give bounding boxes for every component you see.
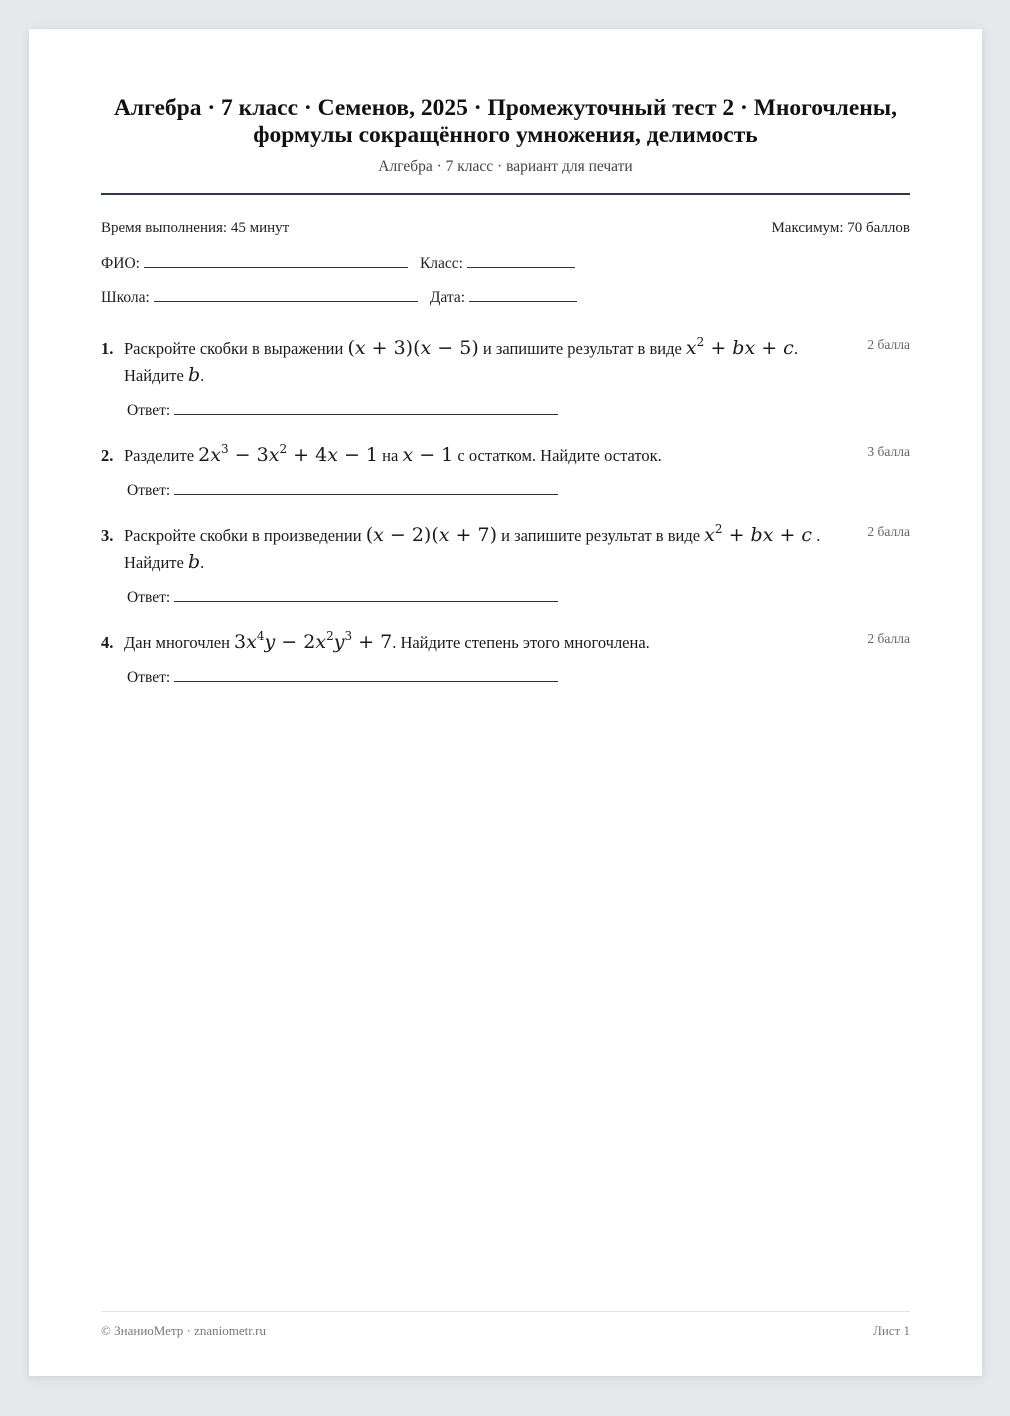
task-2 xyxy=(101,442,910,504)
math-divisor: x − 1 xyxy=(402,444,454,466)
task-4 xyxy=(101,629,910,691)
task-points: 2 балла xyxy=(867,631,910,646)
task-points: 2 балла xyxy=(867,337,910,352)
math-expression: (x − 2)(x + 7) xyxy=(365,524,497,546)
task-text-part: Раскройте скобки в произведении xyxy=(124,526,362,545)
task-3 xyxy=(101,522,910,611)
answer-row xyxy=(127,664,910,691)
task-text-part: на xyxy=(382,446,399,465)
task-number: 1. xyxy=(101,339,114,358)
task-text-part: Разделите xyxy=(124,446,195,465)
task-text-part: Раскройте скобки в выражении xyxy=(124,339,344,358)
math-expression: $3x^4y - 2x^2y^3 + 7$ xyxy=(234,629,393,653)
answer-row xyxy=(127,477,910,504)
footer-page-number: Лист 1 xyxy=(873,1323,910,1338)
answer-field[interactable] xyxy=(174,667,558,682)
header-divider xyxy=(101,193,910,195)
answer-row xyxy=(127,397,910,424)
fio-field[interactable] xyxy=(144,253,408,268)
class-label: Класс: xyxy=(419,255,463,272)
page-sheet xyxy=(29,29,982,1376)
footer-copyright: © ЗнаниоМетр · znaniometr.ru xyxy=(101,1323,266,1338)
meta-row xyxy=(101,220,910,237)
answer-field[interactable] xyxy=(174,587,558,602)
task-text-part: . Найдите степень этого многочлена. xyxy=(392,633,650,652)
student-fields-row-2 xyxy=(101,287,577,307)
task-1 xyxy=(101,335,910,424)
school-field[interactable] xyxy=(154,287,418,302)
fio-label: ФИО: xyxy=(101,255,140,272)
task-text xyxy=(124,629,859,656)
task-text-part: и запишите результат в виде xyxy=(501,526,701,545)
math-expression: (x + 3)(x − 5) xyxy=(347,337,479,359)
task-text xyxy=(124,442,859,469)
math-variable: b xyxy=(187,364,201,386)
footer-divider xyxy=(101,1311,910,1312)
answer-field[interactable] xyxy=(174,480,558,495)
max-score: Максимум: 70 баллов xyxy=(771,220,910,236)
page-content xyxy=(101,29,910,1376)
math-form: $x^2$ + bx + c xyxy=(704,522,813,546)
class-field[interactable] xyxy=(467,253,575,268)
student-fields-row-1 xyxy=(101,253,575,273)
answer-row xyxy=(127,584,910,611)
task-text-part: . xyxy=(200,366,205,385)
task-points: 3 балла xyxy=(867,444,910,459)
school-label: Школа: xyxy=(101,289,150,306)
math-form: $x^2$ + bx + c xyxy=(685,335,794,359)
task-text-part: Дан многочлен xyxy=(124,633,230,652)
task-number: 2. xyxy=(101,446,114,465)
date-field[interactable] xyxy=(469,287,577,302)
task-points: 2 балла xyxy=(867,524,910,539)
time-limit: Время выполнения: 45 минут xyxy=(101,220,290,236)
task-text-part: и запишите результат в виде xyxy=(482,339,682,358)
task-text xyxy=(124,335,859,389)
task-text-part: . Найдите xyxy=(124,526,821,572)
answer-label: Ответ: xyxy=(127,589,171,606)
task-text-part: . Найдите xyxy=(124,339,798,385)
math-expression: $2x^3 - 3x^2 + 4x - 1$ xyxy=(198,442,379,466)
answer-field[interactable] xyxy=(174,400,558,415)
math-variable: b xyxy=(187,551,201,573)
date-label: Дата: xyxy=(429,289,466,306)
task-number: 3. xyxy=(101,526,114,545)
task-number: 4. xyxy=(101,633,114,652)
page-title: Алгебра · 7 класс · Семенов, 2025 · Промежуточный тест 2 · Многочлены, формулы сокращённого умножения, делимость xyxy=(113,95,898,148)
task-text xyxy=(124,522,859,576)
page-subtitle: Алгебра · 7 класс · вариант для печати xyxy=(378,158,633,175)
answer-label: Ответ: xyxy=(127,402,171,419)
task-text-part: с остатком. Найдите остаток. xyxy=(457,446,662,465)
task-text-part: . xyxy=(200,553,205,572)
answer-label: Ответ: xyxy=(127,669,171,686)
answer-label: Ответ: xyxy=(127,482,171,499)
